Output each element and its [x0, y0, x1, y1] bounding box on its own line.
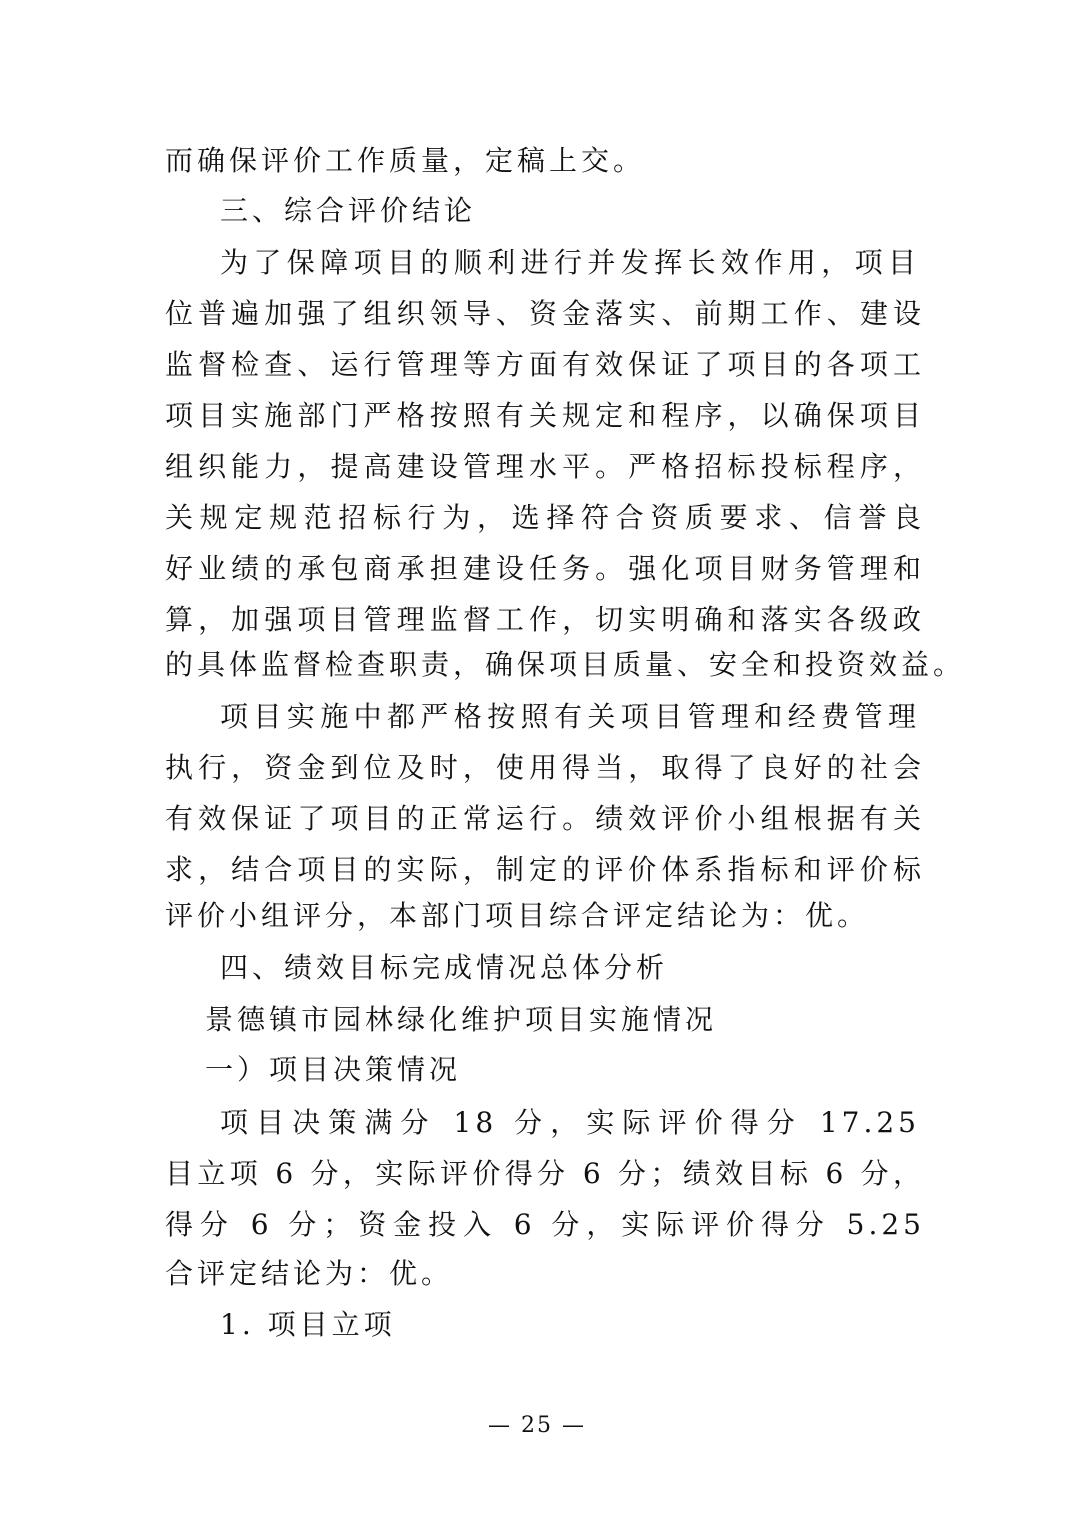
subsection-heading: 一）项目决策情况	[205, 1053, 462, 1086]
paragraph-line: 有效保证了项目的正常运行。绩效评价小组根据有关	[165, 802, 925, 835]
section-heading-4: 四、绩效目标完成情况总体分析	[220, 951, 669, 984]
paragraph-line: 项目决策满分 18 分，实际评价得分 17.25	[220, 1106, 920, 1139]
paragraph-line: 评价小组评分，本部门项目综合评定结论为：优。	[165, 899, 870, 932]
page-number: — 25 —	[488, 1413, 586, 1438]
paragraph-line: 组织能力，提高建设管理水平。严格招标投标程序，	[165, 450, 925, 483]
paragraph-line: 好业绩的承包商承担建设任务。强化项目财务管理和	[165, 552, 925, 585]
paragraph-line: 目立项 6 分，实际评价得分 6 分；绩效目标 6 分，	[165, 1157, 925, 1190]
paragraph-line: 为了保障项目的顺利进行并发挥长效作用，项目	[220, 246, 920, 279]
paragraph-line: 项目实施部门严格按照有关规定和程序，以确保项目	[165, 399, 925, 432]
section-heading-3: 三、综合评价结论	[220, 194, 477, 227]
paragraph-line: 而确保评价工作质量，定稿上交。	[165, 144, 646, 177]
paragraph-line: 得分 6 分；资金投入 6 分，实际评价得分 5.25	[165, 1208, 925, 1241]
paragraph-line: 算，加强项目管理监督工作，切实明确和落实各级政	[165, 603, 925, 636]
paragraph-line: 求，结合项目的实际，制定的评价体系指标和评价标	[165, 853, 925, 886]
paragraph-line: 位普遍加强了组织领导、资金落实、前期工作、建设	[165, 297, 925, 330]
project-title: 景德镇市园林绿化维护项目实施情况	[205, 1003, 718, 1036]
paragraph-line: 项目实施中都严格按照有关项目管理和经费管理	[220, 700, 920, 733]
paragraph-line: 执行，资金到位及时，使用得当，取得了良好的社会	[165, 751, 925, 784]
item-heading: 1. 项目立项	[220, 1308, 396, 1341]
paragraph-line: 合评定结论为：优。	[165, 1257, 454, 1290]
paragraph-line: 监督检查、运行管理等方面有效保证了项目的各项工	[165, 348, 925, 381]
paragraph-line: 关规定规范招标行为，选择符合资质要求、信誉良	[165, 501, 925, 534]
paragraph-line: 的具体监督检查职责，确保项目质量、安全和投资效益。	[165, 648, 966, 681]
